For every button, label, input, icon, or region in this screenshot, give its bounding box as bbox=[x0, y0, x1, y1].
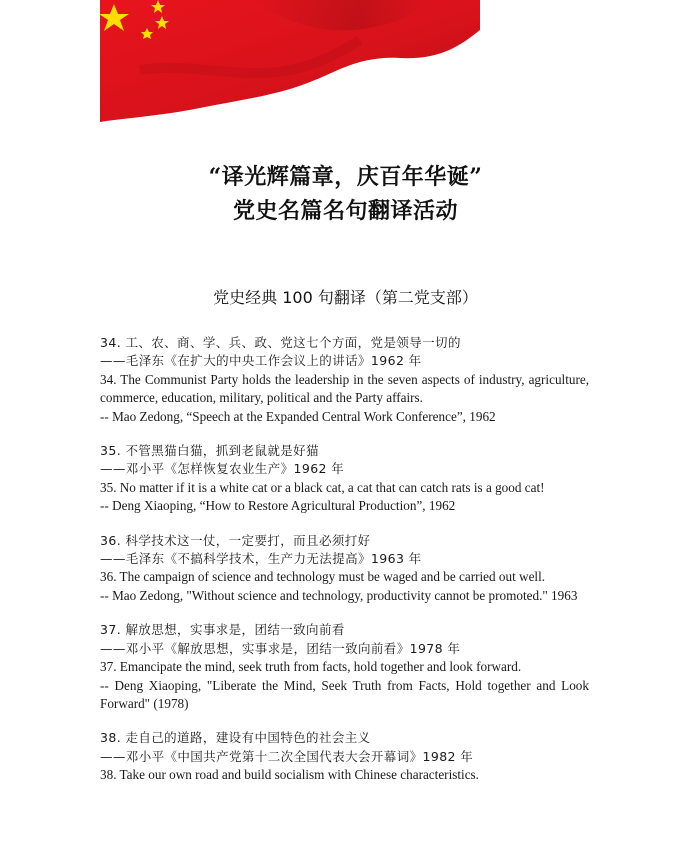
english-quote: 37. Emancipate the mind, seek truth from facts, hold together and look forward. bbox=[100, 659, 522, 675]
flag-icon bbox=[100, 0, 480, 125]
red-flag-banner bbox=[100, 0, 480, 125]
section-subtitle: 党史经典 100 句翻译（第二党支部） bbox=[213, 288, 478, 307]
english-source: -- Deng Xiaoping, “How to Restore Agricultural Production”, 1962 bbox=[100, 498, 456, 514]
chinese-quote: 34. 工、农、商、学、兵、政、党这七个方面，党是领导一切的 bbox=[100, 335, 461, 350]
english-source: -- Mao Zedong, “Speech at the Expanded Central Work Conference”, 1962 bbox=[100, 408, 496, 424]
title-block bbox=[0, 160, 691, 228]
quote-entry-36 bbox=[100, 532, 589, 606]
quote-entry-34 bbox=[100, 334, 589, 426]
page-title-line2: 党史名篇名句翻译活动 bbox=[232, 198, 458, 224]
chinese-source: ——邓小平《怎样恢复农业生产》1962 年 bbox=[100, 461, 345, 477]
english-quote: 35. No matter if it is a white cat or a black cat, a cat that can catch rats is a good cat! bbox=[100, 479, 545, 495]
page-title: “译光辉篇章，庆百年华诞” bbox=[208, 164, 483, 190]
quote-entry-37 bbox=[100, 621, 589, 713]
chinese-quote: 37. 解放思想，实事求是，团结一致向前看 bbox=[100, 622, 345, 638]
english-source: -- Deng Xiaoping, "Liberate the Mind, Seek Truth from Facts, Hold together and Look Forward" (1978) bbox=[100, 677, 589, 711]
quote-entry-38 bbox=[100, 729, 589, 784]
english-quote: 34. The Communist Party holds the leadership in the seven aspects of industry, agriculture, commerce, education, military, political and the Party affairs. bbox=[100, 371, 589, 406]
chinese-source: ——邓小平《中国共产党第十二次全国代表大会开幕词》1982 年 bbox=[100, 748, 474, 764]
chinese-source: ——邓小平《解放思想，实事求是，团结一致向前看》1978 年 bbox=[100, 640, 461, 656]
chinese-quote: 36. 科学技术这一仗，一定要打，而且必须打好 bbox=[100, 532, 371, 548]
english-source: -- Mao Zedong, "Without science and technology, productivity cannot be promoted." 1963 bbox=[100, 587, 578, 603]
english-quote: 36. The campaign of science and technology must be waged and be carried out well. bbox=[100, 569, 546, 585]
quote-list bbox=[100, 334, 589, 801]
chinese-source: ——毛泽东《在扩大的中央工作会议上的讲话》1962 年 bbox=[100, 353, 422, 369]
chinese-source: ——毛泽东《不搞科学技术，生产力无法提高》1963 年 bbox=[100, 551, 422, 567]
chinese-quote: 35. 不管黑猫白猫，抓到老鼠就是好猫 bbox=[100, 443, 319, 459]
chinese-quote: 38. 走自己的道路，建设有中国特色的社会主义 bbox=[100, 730, 371, 746]
english-quote: 38. Take our own road and build socialism with Chinese characteristics. bbox=[100, 767, 479, 783]
quote-entry-35 bbox=[100, 442, 589, 516]
